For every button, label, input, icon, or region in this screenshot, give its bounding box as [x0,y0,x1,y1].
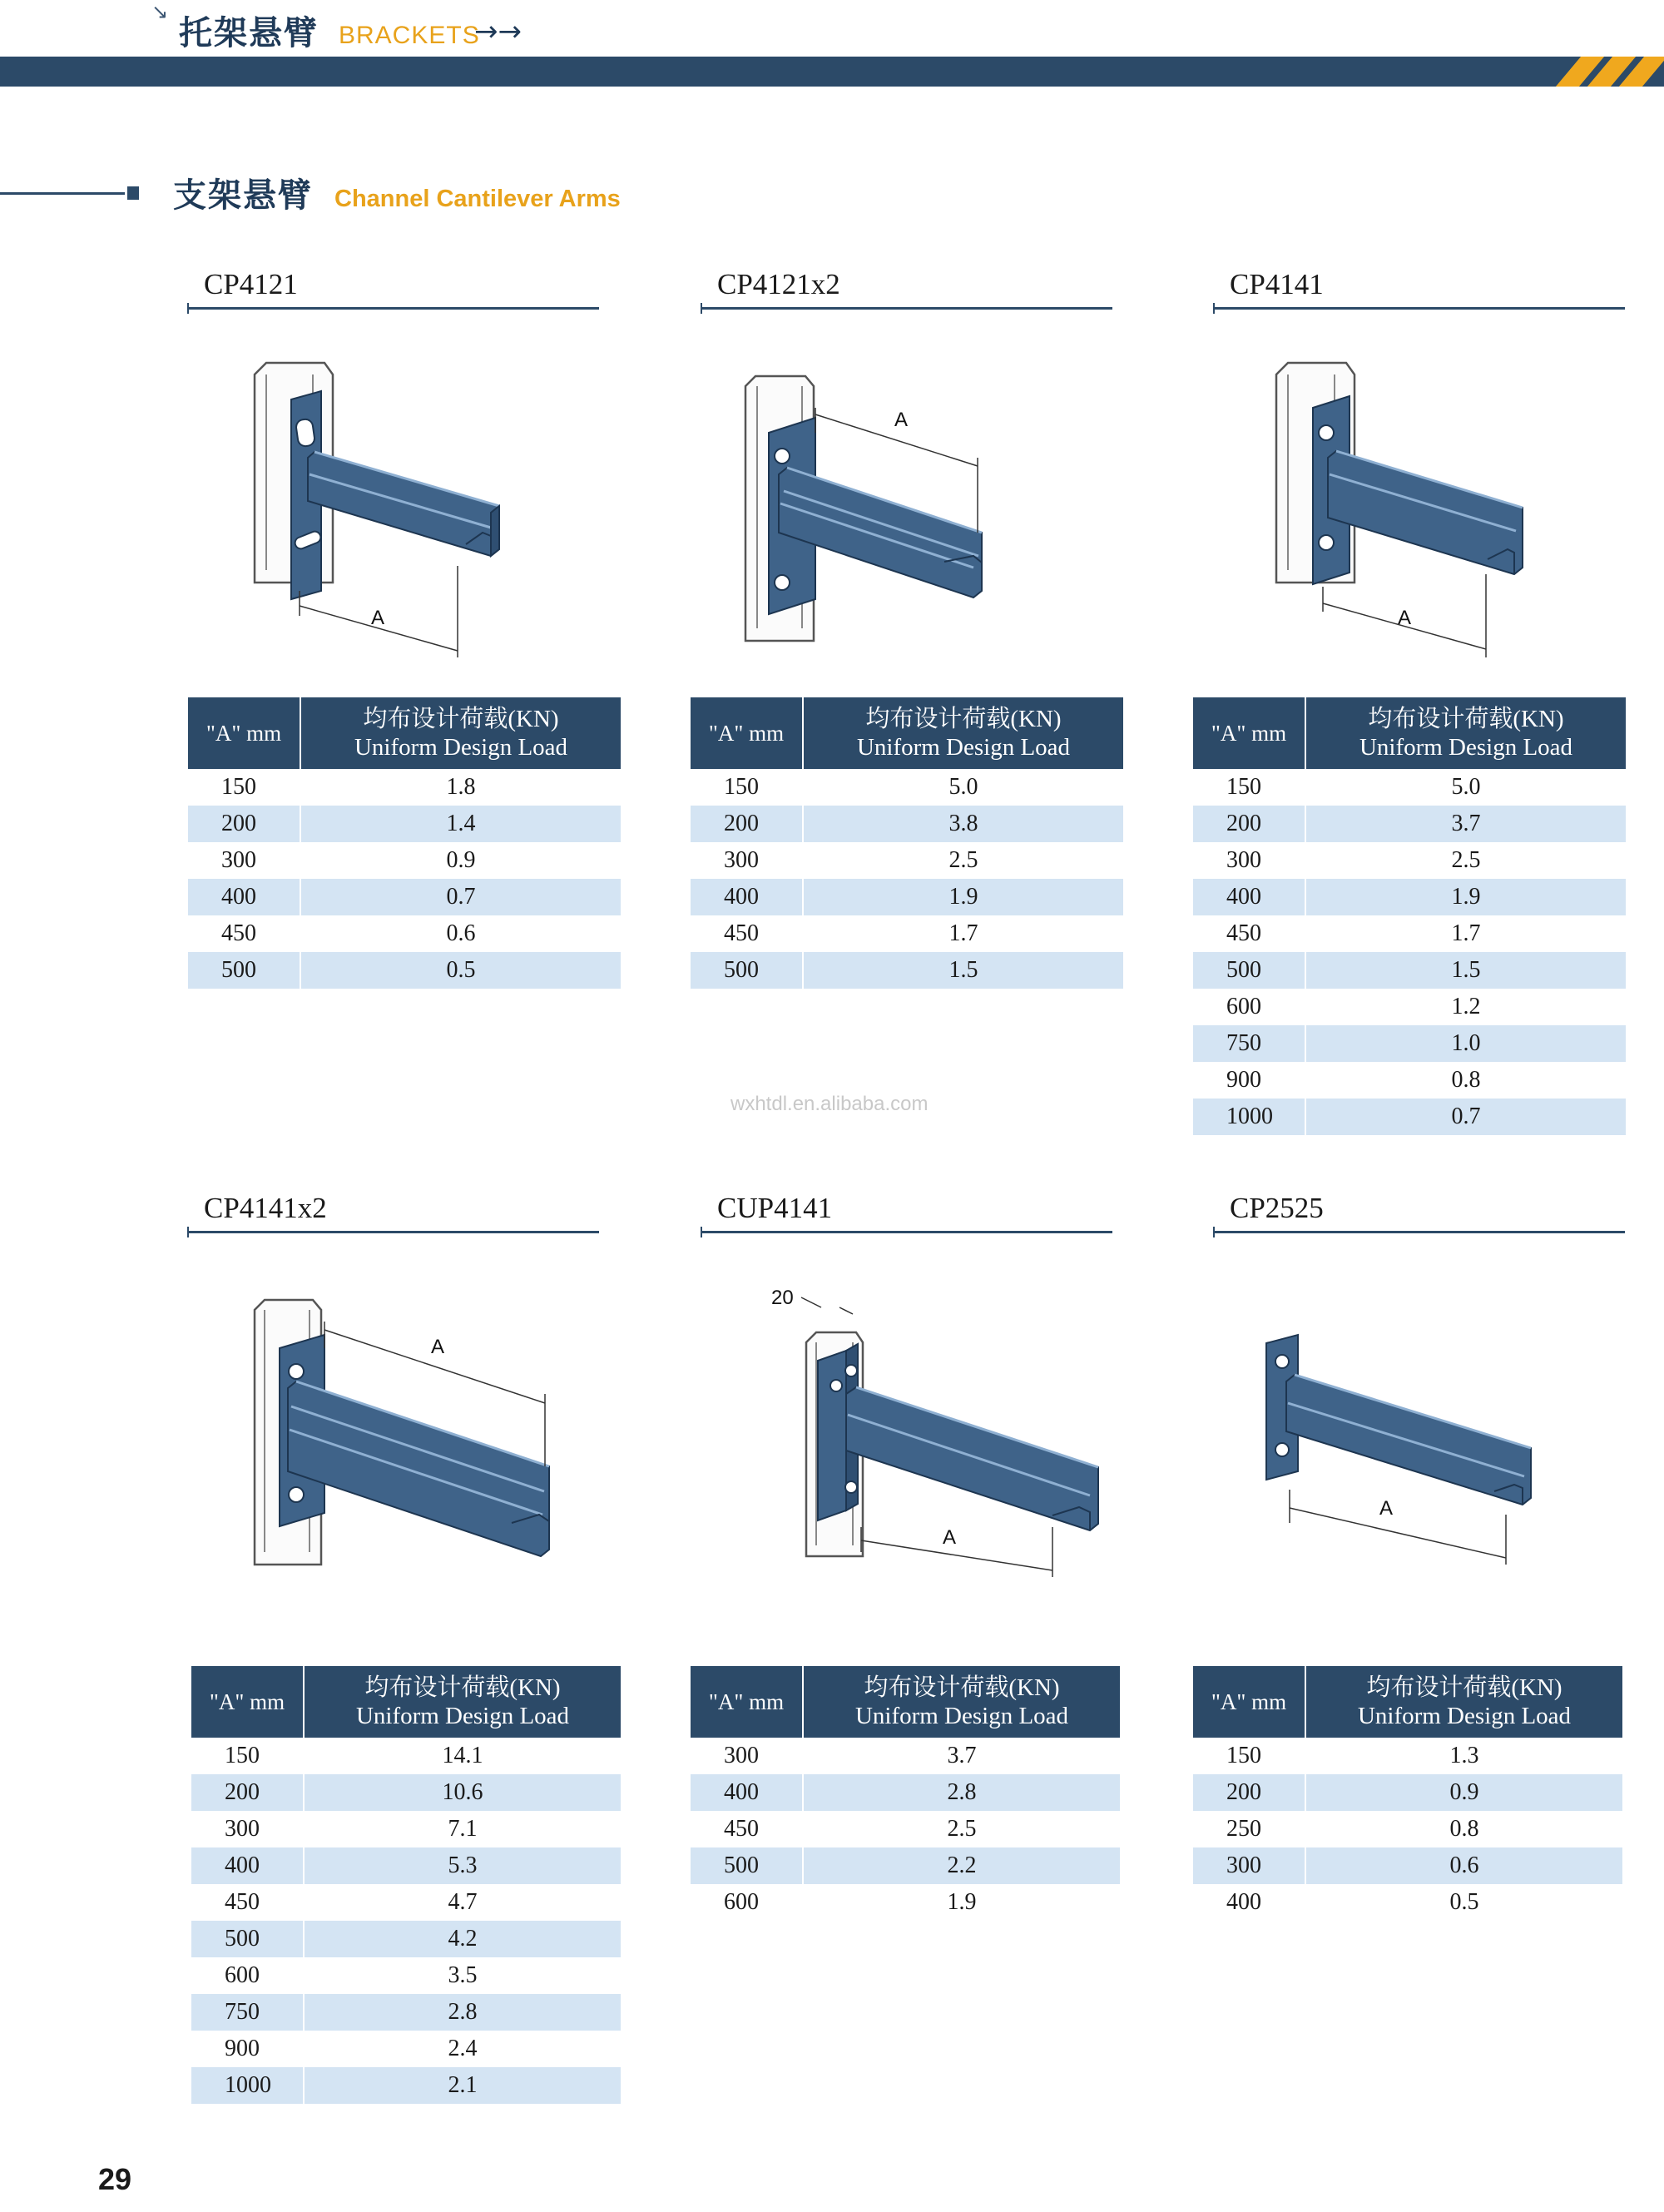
load-cell: 2.5 [803,1811,1120,1847]
load-cell: 0.7 [1305,1099,1626,1135]
product-title: CP2525 [1230,1192,1324,1224]
col-load-header-cn: 均布设计荷载(KN) [1368,706,1564,732]
a-mm-cell: 400 [188,879,300,915]
load-cell: 3.7 [803,1738,1120,1774]
table-row [691,1738,1120,1774]
a-mm-cell: 150 [1193,769,1305,806]
table-row [1193,842,1626,879]
a-mm-cell: 1000 [191,2067,304,2104]
load-cell: 0.8 [1305,1062,1626,1099]
table-row [1193,1811,1622,1847]
table-row [691,842,1123,879]
product-title: CP4121x2 [717,268,840,300]
table-row [1193,1738,1622,1774]
a-mm-cell: 200 [1193,806,1305,842]
a-mm-cell: 200 [188,806,300,842]
a-mm-cell: 500 [691,1847,803,1884]
load-cell: 1.4 [300,806,621,842]
a-mm-cell: 250 [1193,1811,1305,1847]
load-cell: 1.0 [1305,1025,1626,1062]
table-row [191,1921,621,1957]
product-title-rule [1213,307,1625,310]
col-load-header-cn: 均布设计荷载(KN) [865,706,1062,732]
a-mm-cell: 300 [188,842,300,879]
a-mm-cell: 200 [691,806,803,842]
table-row [691,1774,1120,1811]
load-cell: 4.7 [304,1884,621,1921]
a-mm-cell: 600 [691,1884,803,1921]
a-mm-cell: 500 [188,952,300,989]
load-cell: 5.0 [803,769,1123,806]
load-cell: 0.5 [300,952,621,989]
watermark: wxhtdl.en.alibaba.com [730,1093,929,1115]
a-mm-cell: 200 [1193,1774,1305,1811]
a-mm-cell: 200 [191,1774,304,1811]
table-row [188,915,621,952]
table-header-row [1193,1666,1622,1738]
load-cell: 3.7 [1305,806,1626,842]
col-load-header-en: Uniform Design Load [354,734,568,761]
a-mm-cell: 400 [191,1847,304,1884]
col-load-header-cn: 均布设计荷载(KN) [364,1674,561,1701]
col-load-header-en: Uniform Design Load [856,734,1071,761]
table-row [691,879,1123,915]
table-row [1193,1099,1626,1135]
load-table [1193,697,1626,1135]
product-title-rule [701,307,1112,310]
load-cell: 0.8 [1305,1811,1622,1847]
a-mm-cell: 300 [1193,1847,1305,1884]
col-a-mm-header: "A" mm [691,697,803,769]
product-title-rule [187,1231,599,1233]
table-row [191,1738,621,1774]
col-load-header-en: Uniform Design Load [355,1703,570,1729]
col-load-header-cn: 均布设计荷载(KN) [363,706,559,732]
table-row [188,806,621,842]
col-load-header-en: Uniform Design Load [854,1703,1069,1729]
load-cell: 0.9 [1305,1774,1622,1811]
a-mm-cell: 500 [191,1921,304,1957]
table-row [1193,879,1626,915]
table-row [191,1847,621,1884]
a-mm-cell: 600 [1193,989,1305,1025]
a-mm-cell: 450 [691,1811,803,1847]
table-row [191,1957,621,1994]
product-title: CP4121 [204,268,298,300]
product-title: CUP4141 [717,1192,833,1224]
table-row [1193,952,1626,989]
dimension-label: A [1398,607,1412,629]
load-cell: 2.5 [1305,842,1626,879]
load-cell: 10.6 [304,1774,621,1811]
a-mm-cell: 900 [191,2031,304,2067]
load-cell: 3.5 [304,1957,621,1994]
dimension-label: A [943,1526,957,1549]
table-header-row [1193,697,1626,769]
table-row [1193,989,1626,1025]
table-row [1193,1062,1626,1099]
a-mm-cell: 450 [1193,915,1305,952]
col-a-mm-header: "A" mm [188,697,300,769]
load-cell: 2.4 [304,2031,621,2067]
load-table [691,1666,1120,1921]
a-mm-cell: 1000 [1193,1099,1305,1135]
a-mm-cell: 600 [191,1957,304,1994]
dimension-offset-label: 20 [771,1287,794,1309]
table-row [1193,1774,1622,1811]
a-mm-cell: 400 [1193,1884,1305,1921]
a-mm-cell: 400 [691,879,803,915]
load-cell: 1.2 [1305,989,1626,1025]
page-number: 29 [98,2162,132,2196]
a-mm-cell: 900 [1193,1062,1305,1099]
product-title: CP4141x2 [204,1192,327,1224]
load-cell: 4.2 [304,1921,621,1957]
a-mm-cell: 450 [691,915,803,952]
load-cell: 5.3 [304,1847,621,1884]
table-header-row [691,1666,1120,1738]
a-mm-cell: 150 [691,769,803,806]
load-cell: 0.5 [1305,1884,1622,1921]
load-cell: 0.7 [300,879,621,915]
section-title-en: Channel Cantilever Arms [334,186,621,212]
load-cell: 0.6 [300,915,621,952]
load-cell: 0.9 [300,842,621,879]
table-row [691,1811,1120,1847]
col-load-header [304,1666,621,1738]
load-cell: 2.2 [803,1847,1120,1884]
a-mm-cell: 300 [691,842,803,879]
load-cell: 1.5 [1305,952,1626,989]
load-cell: 2.8 [803,1774,1120,1811]
load-cell: 1.7 [803,915,1123,952]
load-cell: 2.5 [803,842,1123,879]
table-row [191,2031,621,2067]
a-mm-cell: 300 [1193,842,1305,879]
load-table [191,1666,621,2104]
table-row [188,842,621,879]
a-mm-cell: 400 [1193,879,1305,915]
col-load-header [803,1666,1120,1738]
bracket-diagram-cp4121 [241,350,524,666]
table-row [191,1994,621,2031]
header-banner [0,57,1664,87]
a-mm-cell: 300 [691,1738,803,1774]
load-cell: 1.3 [1305,1738,1622,1774]
section-title-cn: 支架悬臂 [173,176,313,215]
load-cell: 2.8 [304,1994,621,2031]
dimension-label: A [1379,1497,1394,1520]
table-row [1193,1847,1622,1884]
load-cell: 5.0 [1305,769,1626,806]
a-mm-cell: 150 [188,769,300,806]
table-row [691,915,1123,952]
load-cell: 1.5 [803,952,1123,989]
load-cell: 2.1 [304,2067,621,2104]
table-row [1193,1025,1626,1062]
table-header-row [191,1666,621,1738]
product-title-rule [701,1231,1112,1233]
load-cell: 1.9 [803,1884,1120,1921]
table-header-row [691,697,1123,769]
col-load-header-en: Uniform Design Load [1359,734,1573,761]
header-arrows-icon: →→ [474,15,522,48]
table-row [1193,769,1626,806]
a-mm-cell: 150 [191,1738,304,1774]
dimension-label: A [371,607,385,629]
col-load-header-en: Uniform Design Load [1357,1703,1572,1729]
table-row [691,1884,1120,1921]
table-row [191,2067,621,2104]
col-a-mm-header: "A" mm [191,1666,304,1738]
table-row [1193,806,1626,842]
load-cell: 1.9 [803,879,1123,915]
a-mm-cell: 300 [191,1811,304,1847]
load-cell: 1.8 [300,769,621,806]
section-rule [0,192,125,195]
a-mm-cell: 500 [1193,952,1305,989]
load-cell: 7.1 [304,1811,621,1847]
product-title: CP4141 [1230,268,1324,300]
dimension-label: A [894,409,909,431]
table-header-row [188,697,621,769]
table-row [691,806,1123,842]
load-table [188,697,621,989]
bracket-diagram-cp2525 [1256,1323,1539,1573]
col-load-header [1305,1666,1622,1738]
load-table [691,697,1123,989]
table-row [188,769,621,806]
a-mm-cell: 150 [1193,1738,1305,1774]
load-cell: 3.8 [803,806,1123,842]
col-load-header [1305,697,1626,769]
table-row [191,1811,621,1847]
table-row [1193,915,1626,952]
table-row [691,952,1123,989]
load-cell: 1.7 [1305,915,1626,952]
col-load-header [300,697,621,769]
col-load-header-cn: 均布设计荷载(KN) [864,1674,1060,1701]
bracket-diagram-cp4141x2 [241,1290,557,1573]
load-cell: 1.9 [1305,879,1626,915]
header-title-cn: 托架悬臂 [179,14,319,52]
a-mm-cell: 450 [188,915,300,952]
a-mm-cell: 400 [691,1774,803,1811]
load-cell: 14.1 [304,1738,621,1774]
col-a-mm-header: "A" mm [1193,697,1305,769]
dimension-label: A [431,1336,445,1358]
bracket-diagram-cp4141 [1265,350,1548,666]
load-table [1193,1666,1622,1921]
header-title-en: BRACKETS [339,22,480,49]
bracket-diagram-cup4141 [753,1277,1069,1585]
col-load-header-cn: 均布设计荷载(KN) [1366,1674,1562,1701]
bracket-diagram-cp4121x2 [732,366,1015,649]
col-a-mm-header: "A" mm [691,1666,803,1738]
table-row [188,952,621,989]
a-mm-cell: 500 [691,952,803,989]
table-row [188,879,621,915]
a-mm-cell: 750 [191,1994,304,2031]
table-row [191,1884,621,1921]
table-row [1193,1884,1622,1921]
table-row [691,769,1123,806]
col-a-mm-header: "A" mm [1193,1666,1305,1738]
section-bullet-icon [127,186,139,200]
col-load-header [803,697,1123,769]
a-mm-cell: 750 [1193,1025,1305,1062]
table-row [191,1774,621,1811]
corner-arrow-icon: ↘ [151,0,169,23]
load-cell: 0.6 [1305,1847,1622,1884]
a-mm-cell: 450 [191,1884,304,1921]
product-title-rule [187,307,599,310]
table-row [691,1847,1120,1884]
product-title-rule [1213,1231,1625,1233]
